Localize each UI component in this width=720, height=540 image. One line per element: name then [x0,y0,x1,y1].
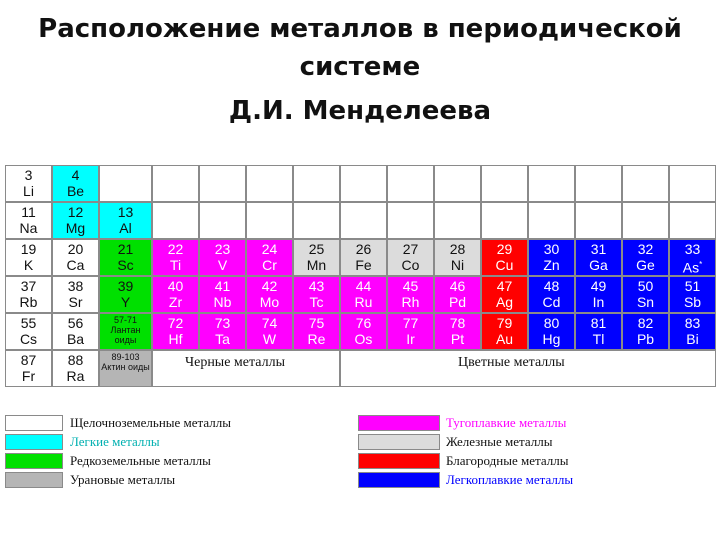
atomic-number: 43 [308,278,325,294]
element-cell [434,276,481,313]
element-symbol: Os [354,331,373,347]
element-symbol: Mo [259,294,280,310]
legend-label: Редкоземельные металлы [70,453,211,468]
atomic-number: 81 [590,315,607,331]
element-cell [5,239,52,276]
element-cell [340,313,387,350]
element-symbol: Al [119,220,132,236]
atomic-number: 78 [449,315,466,331]
empty-cell [246,202,293,239]
element-symbol: Ta [215,331,230,347]
element-symbol: Ra [66,368,85,384]
element-cell [99,202,152,239]
element-symbol: W [262,331,277,347]
element-cell [52,165,99,202]
element-cell [340,276,387,313]
element-symbol: Rb [19,294,38,310]
footnote-mark: * [699,260,703,269]
atomic-number: 11 [21,204,36,220]
atomic-number: 28 [449,241,466,257]
color-metals-label: Цветные металлы [458,355,565,370]
atomic-number: 22 [167,241,184,257]
element-symbol: Zr [168,294,183,310]
element-cell [340,239,387,276]
empty-cell [434,165,481,202]
atomic-number: 49 [590,278,607,294]
element-cell [481,239,528,276]
atomic-number: 48 [543,278,560,294]
atomic-number: 39 [117,278,134,294]
element-cell [199,313,246,350]
element-cell [293,239,340,276]
element-symbol: Mg [65,220,86,236]
element-symbol: K [23,257,34,273]
element-cell [5,313,52,350]
atomic-number: 4 [71,167,80,183]
atomic-number: 72 [167,315,184,331]
element-symbol: Ir [406,331,415,347]
element-symbol: Re [307,331,326,347]
empty-cell [246,165,293,202]
atomic-number: 27 [402,241,419,257]
legend-label: Урановые металлы [70,472,176,487]
element-cell [246,276,293,313]
atomic-number: 50 [637,278,654,294]
element-cell [481,313,528,350]
element-symbol: Fr [21,368,36,384]
atomic-number: 29 [496,241,513,257]
empty-cell [99,165,152,202]
element-cell [387,313,434,350]
empty-cell [575,165,622,202]
atomic-number: 3 [24,167,33,183]
element-cell [152,239,199,276]
legend-label: Легкие металлы [70,434,160,449]
element-symbol: Cu [495,257,514,273]
atomic-number: 44 [355,278,372,294]
element-cell [669,239,716,276]
element-cell [52,276,99,313]
atomic-number: 13 [117,204,134,220]
element-cell [152,276,199,313]
empty-cell [293,202,340,239]
atomic-number: 40 [167,278,184,294]
atomic-number: 73 [214,315,231,331]
element-symbol: Bi [686,331,699,347]
element-symbol: Hf [168,331,183,347]
element-symbol: Y [120,294,131,310]
atomic-number: 37 [20,278,37,294]
atomic-number: 76 [355,315,372,331]
legend-swatch [358,472,440,488]
legend-swatch [5,472,63,488]
atomic-number: 31 [590,241,607,257]
atomic-number: 24 [261,241,278,257]
element-symbol: Актин оиды [101,362,150,372]
element-symbol: As* [682,259,703,276]
element-cell [481,276,528,313]
empty-cell [340,202,387,239]
element-symbol: Be [66,183,85,199]
atomic-number: 80 [543,315,560,331]
atomic-number: 88 [67,352,84,368]
legend-label: Щелочноземельные металлы [70,415,231,430]
element-symbol: V [217,257,228,273]
element-symbol: Cr [262,257,277,273]
empty-cell [293,165,340,202]
legend-swatch [358,453,440,469]
element-cell [52,239,99,276]
element-cell [199,239,246,276]
element-symbol: Mn [306,257,327,273]
atomic-number: 23 [214,241,231,257]
element-symbol: Ba [66,331,85,347]
element-symbol: Au [495,331,514,347]
atomic-number: 87 [20,352,37,368]
element-cell [669,276,716,313]
atomic-number: 38 [67,278,84,294]
element-symbol: Ru [354,294,373,310]
legend-swatch [358,415,440,431]
element-cell [669,313,716,350]
empty-cell [528,202,575,239]
empty-cell [152,202,199,239]
empty-cell [622,165,669,202]
element-symbol: Ca [66,257,85,273]
element-symbol: Pd [448,294,467,310]
element-symbol: Nb [213,294,232,310]
legend-swatch [358,434,440,450]
element-symbol: Cs [19,331,38,347]
element-symbol: Лантан оиды [110,325,141,345]
atomic-number: 45 [402,278,419,294]
atomic-number: 20 [67,241,84,257]
empty-cell [669,202,716,239]
element-cell [434,239,481,276]
atomic-number: 56 [67,315,84,331]
element-cell [387,276,434,313]
element-cell [99,276,152,313]
element-symbol: Fe [355,257,372,273]
element-symbol: Na [19,220,38,236]
element-cell [528,276,575,313]
element-cell [99,313,152,350]
element-symbol: Cd [542,294,561,310]
legend-swatch [5,434,63,450]
element-cell [52,350,99,387]
element-symbol: Ga [589,257,608,273]
element-cell [52,202,99,239]
atomic-number: 41 [214,278,231,294]
atomic-number: 79 [496,315,513,331]
atomic-number: 26 [355,241,372,257]
page-title-line1: Расположение металлов в периодической [38,14,682,44]
atomic-number: 46 [449,278,466,294]
element-cell [5,350,52,387]
atomic-number: 25 [308,241,325,257]
legend-label: Благородные металлы [446,453,569,468]
element-symbol: Pt [450,331,465,347]
element-cell [434,313,481,350]
empty-cell [669,165,716,202]
element-cell [528,239,575,276]
element-cell [5,202,52,239]
atomic-number: 83 [684,315,701,331]
element-symbol: Li [23,183,34,199]
atomic-number: 74 [261,315,278,331]
element-symbol: In [592,294,605,310]
element-cell [246,239,293,276]
element-cell [52,313,99,350]
element-cell [152,313,199,350]
atomic-number: 33 [684,241,701,257]
element-cell [622,313,669,350]
empty-cell [199,202,246,239]
element-cell [293,313,340,350]
element-symbol: Ag [495,294,514,310]
legend-label: Легкоплавкие металлы [446,472,574,487]
legend-swatch [5,453,63,469]
element-symbol: Hg [542,331,561,347]
black-metals-label: Черные металлы [185,355,286,370]
atomic-number: 75 [308,315,325,331]
element-cell [622,276,669,313]
legend-swatch [5,415,63,431]
element-symbol: Rh [401,294,420,310]
atomic-number: 55 [20,315,37,331]
element-symbol: Pb [636,331,655,347]
atomic-number: 21 [117,241,134,257]
empty-cell [199,165,246,202]
empty-cell [387,202,434,239]
element-symbol: Ni [450,257,465,273]
atomic-number: 12 [67,204,84,220]
atomic-number: 51 [684,278,701,294]
legend-label: Железные металлы [446,434,553,449]
element-cell [99,239,152,276]
atomic-number: 89-103 [111,352,140,362]
element-cell [293,276,340,313]
element-symbol: Co [401,257,420,273]
atomic-number: 19 [20,241,37,257]
empty-cell [387,165,434,202]
element-cell [575,313,622,350]
element-symbol: Ti [169,257,182,273]
element-cell [387,239,434,276]
element-symbol: Sb [683,294,702,310]
atomic-number: 47 [496,278,513,294]
element-symbol: Sn [636,294,655,310]
element-symbol: Ge [636,257,655,273]
element-cell [528,313,575,350]
element-symbol: Sc [117,257,134,273]
element-symbol: Zn [543,257,560,273]
element-cell [246,313,293,350]
element-cell [575,239,622,276]
element-cell [5,276,52,313]
element-symbol: Sr [68,294,83,310]
empty-cell [340,165,387,202]
atomic-number: 42 [261,278,278,294]
atomic-number: 57-71 [113,315,138,325]
empty-cell [481,165,528,202]
empty-cell [528,165,575,202]
atomic-number: 30 [543,241,560,257]
atomic-number: 32 [637,241,654,257]
empty-cell [434,202,481,239]
empty-cell [622,202,669,239]
element-cell [199,276,246,313]
empty-cell [152,165,199,202]
legend-label: Тугоплавкие металлы [446,415,567,430]
atomic-number: 77 [402,315,419,331]
element-cell [622,239,669,276]
element-symbol: Tc [309,294,324,310]
element-cell [99,350,152,387]
empty-cell [481,202,528,239]
element-cell [575,276,622,313]
page-title-line2: системе [299,52,421,82]
empty-cell [575,202,622,239]
atomic-number: 82 [637,315,654,331]
element-cell [5,165,52,202]
element-symbol: Tl [592,331,605,347]
page-title-line3: Д.И. Менделеева [228,96,492,126]
